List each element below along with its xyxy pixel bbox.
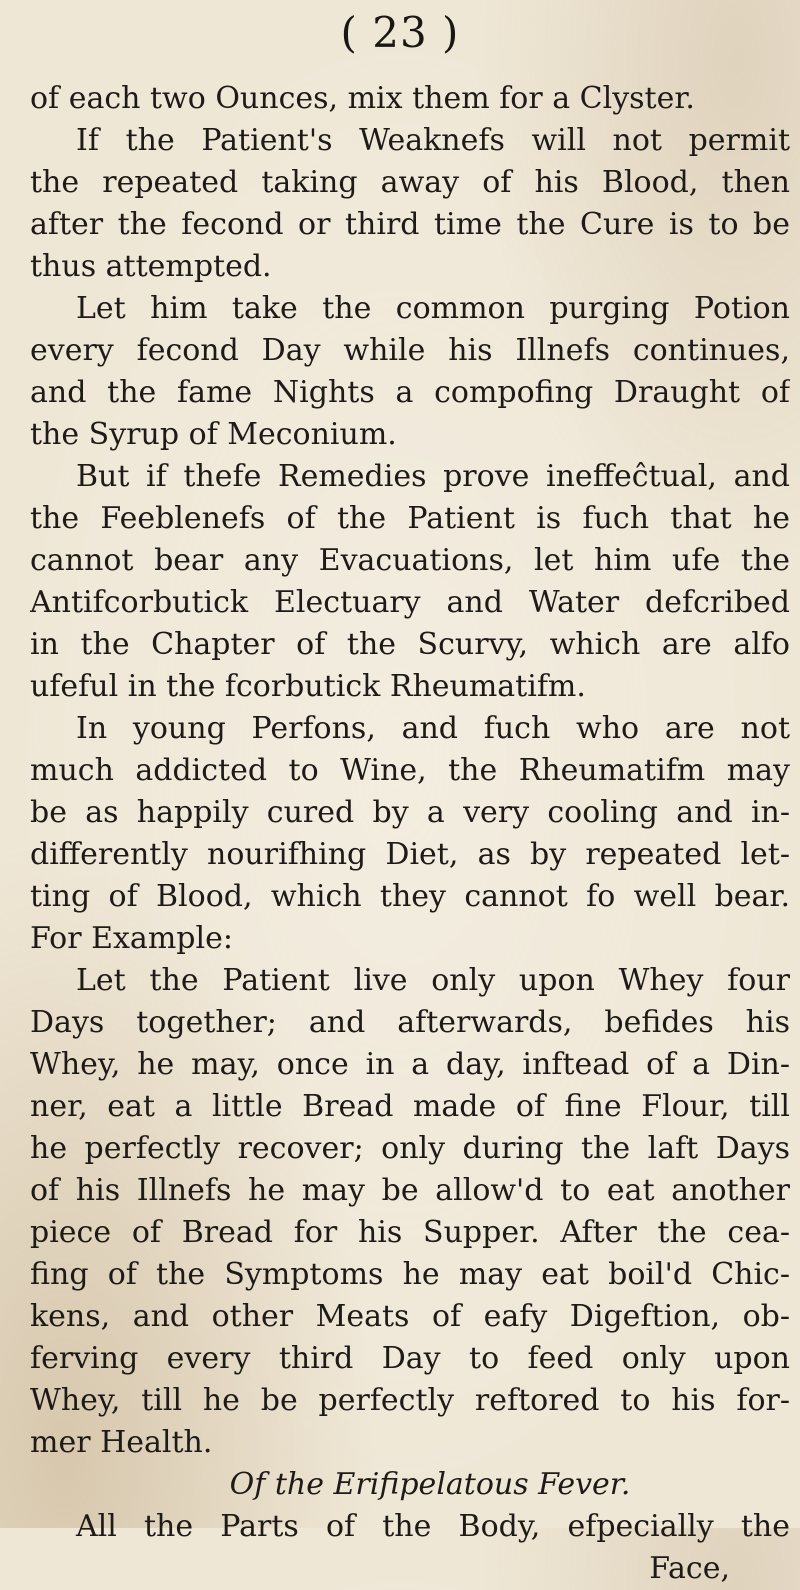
text-line: But if thefe Remedies prove ineffeĉtual, and <box>76 459 790 494</box>
text-line: cannot bear any Evacuations, let him ufe the <box>30 543 790 578</box>
text-line: kens, and other Meats of eafy Digeftion, ob- <box>30 1299 790 1334</box>
text-line: Let the Patient live only upon Whey four <box>76 963 790 998</box>
text-line: be as happily cured by a very cooling and in- <box>30 795 790 830</box>
text-line: Whey, till he be perfectly reftored to his for- <box>30 1383 790 1418</box>
text-line: the Syrup of Meconium. <box>30 417 397 452</box>
text-line: the repeated taking away of his Blood, then <box>30 165 790 200</box>
text-line: ferving every third Day to feed only upon <box>30 1341 790 1376</box>
text-line: the Feeblenefs of the Patient is fuch that he <box>30 501 790 536</box>
body-text <box>30 78 790 1590</box>
text-line: In young Perfons, and fuch who are not <box>76 711 790 746</box>
text-line: thus attempted. <box>30 249 272 284</box>
text-line: Antifcorbutick Electuary and Water defcribed <box>30 585 790 620</box>
text-line: mer Health. <box>30 1425 213 1460</box>
text-line: If the Patient's Weaknefs will not permit <box>76 123 790 158</box>
text-line: and the fame Nights a compofing Draught of <box>30 375 790 410</box>
text-line: in the Chapter of the Scurvy, which are alfo <box>30 627 790 662</box>
text-line: piece of Bread for his Supper. After the cea- <box>30 1215 790 1250</box>
text-line: Whey, he may, once in a day, inftead of a Din- <box>30 1047 790 1082</box>
text-line: fing of the Symptoms he may eat boil'd Chic- <box>30 1257 790 1292</box>
text-line: ting of Blood, which they cannot fo well bear. <box>30 879 790 914</box>
text-line: For Example: <box>30 921 233 956</box>
text-line: of each two Ounces, mix them for a Clyster. <box>30 81 695 116</box>
text-line: every fecond Day while his Illnefs continues, <box>30 333 790 368</box>
text-line: much addicted to Wine, the Rheumatifm may <box>30 753 790 788</box>
text-line: he perfectly recover; only during the laft Days <box>30 1131 790 1166</box>
page-number: ( 23 ) <box>340 8 460 57</box>
text-line: after the fecond or third time the Cure is to be <box>30 207 790 242</box>
text-line: Let him take the common purging Potion <box>76 291 790 326</box>
text-line: of his Illnefs he may be allow'd to eat another <box>30 1173 790 1208</box>
text-line: ner, eat a little Bread made of fine Flour, till <box>30 1089 790 1124</box>
text-line: All the Parts of the Body, efpecially the <box>76 1509 790 1544</box>
text-line: ufeful in the fcorbutick Rheumatifm. <box>30 669 586 704</box>
catchword: Face, <box>649 1551 730 1586</box>
text-line: Days together; and afterwards, befides his <box>30 1005 790 1040</box>
section-heading: Of the Erifipelatous Fever. <box>229 1467 631 1502</box>
text-line: differently nourifhing Diet, as by repeated let- <box>30 837 790 872</box>
